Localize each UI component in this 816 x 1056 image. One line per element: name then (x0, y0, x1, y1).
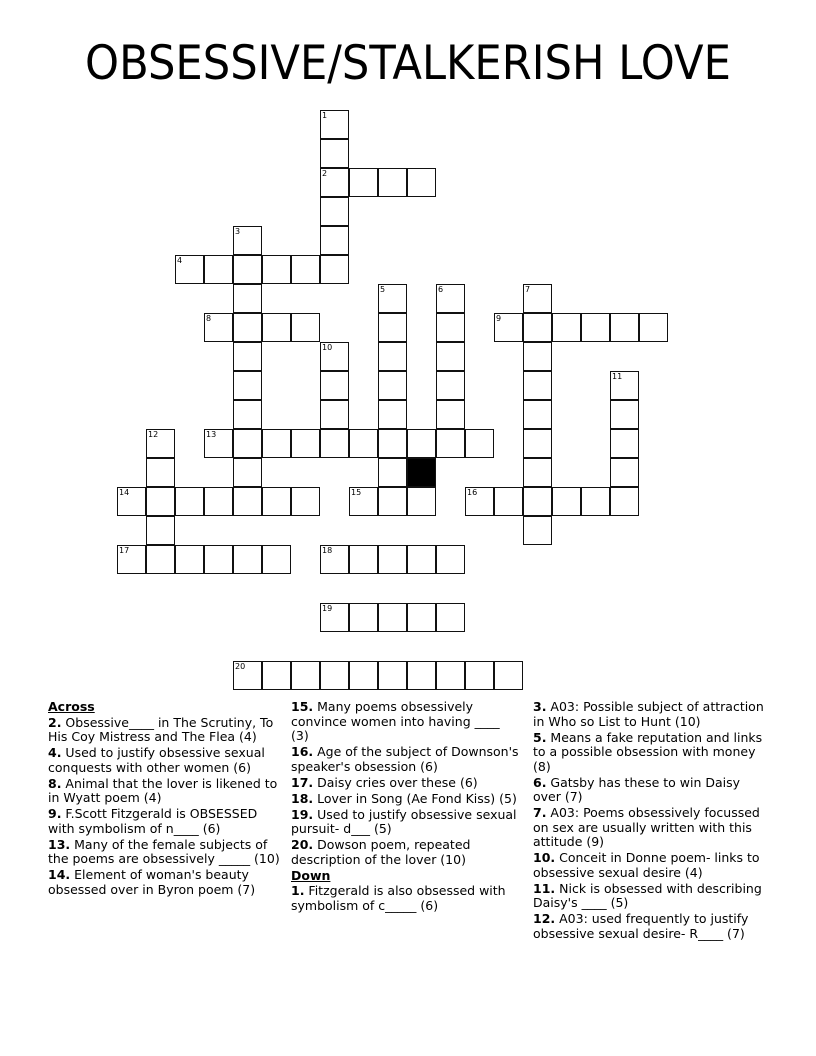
clue (533, 806, 765, 850)
grid-cell[interactable] (233, 487, 262, 516)
grid-cell[interactable] (436, 313, 465, 342)
grid-cell[interactable] (378, 603, 407, 632)
grid-cell[interactable] (610, 371, 639, 400)
clue-number: 7 (525, 285, 531, 294)
grid-cell[interactable] (378, 429, 407, 458)
grid-cell[interactable] (204, 255, 233, 284)
grid-cell[interactable] (204, 487, 233, 516)
grid-cell[interactable] (291, 255, 320, 284)
grid-cell[interactable] (610, 400, 639, 429)
grid-cell[interactable] (233, 429, 262, 458)
clue-number-label: 9. (48, 806, 62, 821)
grid-cell[interactable] (436, 371, 465, 400)
clue (291, 808, 521, 837)
grid-cell[interactable] (523, 429, 552, 458)
grid-cell[interactable] (523, 371, 552, 400)
clue (291, 838, 521, 867)
grid-cell[interactable] (552, 313, 581, 342)
grid-cell[interactable] (407, 661, 436, 690)
grid-cell[interactable] (349, 545, 378, 574)
grid-cell[interactable] (320, 197, 349, 226)
across-clue-list (48, 716, 283, 898)
clue-number-label: 4. (48, 745, 62, 760)
clue-number: 12 (148, 430, 159, 439)
grid-cell[interactable] (146, 487, 175, 516)
clue-text: Used to justify obsessive sexual conquests with other women (6) (48, 745, 265, 775)
grid-cell[interactable] (436, 429, 465, 458)
grid-cell[interactable] (465, 487, 494, 516)
grid-cell[interactable] (523, 284, 552, 313)
grid-cell[interactable] (407, 429, 436, 458)
clue-number: 9 (496, 314, 502, 323)
grid-cell[interactable] (436, 400, 465, 429)
grid-cell[interactable] (146, 429, 175, 458)
grid-cell[interactable] (233, 458, 262, 487)
grid-cell[interactable] (320, 139, 349, 168)
grid-cell[interactable] (639, 313, 668, 342)
clue-number-label: 19. (291, 806, 314, 822)
clue-text: Daisy cries over these (6) (313, 774, 478, 790)
grid-cell[interactable] (320, 371, 349, 400)
down-clue-list (291, 884, 521, 913)
grid-cell[interactable] (523, 400, 552, 429)
clue-number: 20 (235, 662, 246, 671)
clue-text: Age of the subject of Downson's speaker's obsession (6) (291, 744, 519, 774)
clue-text: Element of woman's beauty obsessed over in Byron poem (7) (48, 867, 256, 897)
grid-cell[interactable] (378, 284, 407, 313)
grid-cell[interactable] (494, 487, 523, 516)
grid-cell[interactable] (552, 487, 581, 516)
grid-cell[interactable] (465, 429, 494, 458)
grid-cell[interactable] (175, 545, 204, 574)
clue (48, 807, 283, 836)
grid-cell[interactable] (349, 487, 378, 516)
grid-cell[interactable] (262, 313, 291, 342)
grid-cell[interactable] (378, 661, 407, 690)
grid-cell[interactable] (523, 313, 552, 342)
clue-number: 8 (206, 314, 212, 323)
grid-cell[interactable] (146, 458, 175, 487)
clue-text: Obsessive____ in The Scrutiny, To His Coy Mistress and The Flea (4) (48, 714, 274, 744)
clue-number: 4 (177, 256, 183, 265)
grid-cell[interactable] (436, 661, 465, 690)
clue-number-label: 18. (291, 790, 314, 806)
grid-cell[interactable] (233, 661, 262, 690)
clue-number-label: 20. (291, 837, 314, 852)
grid-cell[interactable] (233, 371, 262, 400)
clue-text: Animal that the lover is likened to in Wyatt poem (4) (48, 775, 278, 805)
grid-cell[interactable] (349, 661, 378, 690)
grid-cell[interactable] (610, 458, 639, 487)
grid-cell[interactable] (233, 284, 262, 313)
grid-cell[interactable] (378, 487, 407, 516)
clue-number-label: 8. (48, 775, 62, 791)
clue (533, 776, 765, 805)
grid-cell[interactable] (262, 487, 291, 516)
grid-cell[interactable] (407, 168, 436, 197)
clue-number: 3 (235, 227, 241, 236)
clue-text: Dowson poem, repeated description of the lover (10) (291, 837, 471, 867)
grid-cell[interactable] (320, 110, 349, 139)
grid-cell[interactable] (523, 516, 552, 545)
clue (533, 851, 765, 880)
clue-text: Fitzgerald is also obsessed with symbolism of c_____ (6) (291, 883, 506, 913)
clue-text: Gatsby has these to win Daisy over (7) (533, 774, 741, 804)
clue (533, 700, 765, 729)
grid-cell[interactable] (262, 429, 291, 458)
down-heading: Down (291, 867, 331, 883)
grid-cell[interactable] (320, 400, 349, 429)
grid-cell[interactable] (320, 255, 349, 284)
clue-number-label: 12. (533, 911, 556, 926)
grid-cell[interactable] (233, 342, 262, 371)
clue-number-label: 7. (533, 805, 547, 820)
grid-cell[interactable] (349, 603, 378, 632)
grid-cell[interactable] (204, 429, 233, 458)
clue-text: A03: Poems obsessively focussed on sex are usually written with this attitude (9) (533, 805, 760, 849)
grid-cell[interactable] (320, 545, 349, 574)
clue-number: 17 (119, 546, 130, 555)
grid-cell[interactable] (233, 545, 262, 574)
grid-cell[interactable] (378, 168, 407, 197)
grid-cell[interactable] (378, 371, 407, 400)
grid-cell[interactable] (378, 545, 407, 574)
grid-cell[interactable] (233, 226, 262, 255)
clue (291, 776, 521, 791)
grid-cell[interactable] (320, 661, 349, 690)
grid-cell[interactable] (320, 226, 349, 255)
grid-cell[interactable] (291, 487, 320, 516)
page-title: OBSESSIVE/STALKERISH LOVE (85, 36, 731, 91)
clue-number-label: 15. (291, 699, 314, 714)
across-clue-list-continued (291, 700, 521, 867)
grid-cell[interactable] (494, 313, 523, 342)
grid-cell[interactable] (407, 603, 436, 632)
grid-cell[interactable] (175, 487, 204, 516)
clue-text: F.Scott Fitzgerald is OBSESSED with symbolism of n____ (6) (48, 806, 258, 836)
clue (48, 868, 283, 897)
clues-column-2 (291, 700, 521, 915)
clue-number-label: 10. (533, 850, 556, 865)
clue-number-label: 6. (533, 774, 547, 790)
clue (48, 777, 283, 806)
grid-cell[interactable] (378, 458, 407, 487)
clue-number: 2 (322, 169, 328, 178)
clues-column-1 (48, 700, 283, 899)
down-clue-list-continued (533, 700, 765, 941)
grid-cell[interactable] (204, 313, 233, 342)
grid-cell[interactable] (436, 284, 465, 313)
clue-number-label: 13. (48, 836, 71, 852)
clue (291, 792, 521, 807)
clue-text: Nick is obsessed with describing Daisy's ____ (5) (533, 880, 762, 910)
grid-cell[interactable] (146, 545, 175, 574)
clue-text: A03: Possible subject of attraction in Who so List to Hunt (10) (533, 699, 764, 729)
grid-cell[interactable] (349, 168, 378, 197)
clue (533, 882, 765, 911)
clue-number-label: 1. (291, 883, 305, 898)
grid-cell[interactable] (494, 661, 523, 690)
grid-cell[interactable] (407, 545, 436, 574)
black-square (407, 458, 436, 487)
clue-number: 1 (322, 111, 328, 120)
grid-cell[interactable] (378, 400, 407, 429)
grid-cell[interactable] (291, 313, 320, 342)
clue-text: Used to justify obsessive sexual pursuit- d___ (5) (291, 806, 517, 836)
grid-cell[interactable] (262, 661, 291, 690)
grid-cell[interactable] (523, 342, 552, 371)
grid-cell[interactable] (523, 487, 552, 516)
clue-number: 13 (206, 430, 217, 439)
grid-cell[interactable] (610, 313, 639, 342)
clue-number: 15 (351, 488, 362, 497)
grid-cell[interactable] (320, 168, 349, 197)
clue-number-label: 17. (291, 774, 314, 790)
clue-number: 11 (612, 372, 623, 381)
grid-cell[interactable] (146, 516, 175, 545)
clue-text: Lover in Song (Ae Fond Kiss) (5) (313, 790, 517, 806)
grid-cell[interactable] (581, 313, 610, 342)
grid-cell[interactable] (436, 603, 465, 632)
clues-column-3 (533, 700, 765, 943)
grid-cell[interactable] (175, 255, 204, 284)
clue (48, 746, 283, 775)
clue (48, 716, 283, 745)
clue-number: 10 (322, 343, 333, 352)
clue-text: Means a fake reputation and links to a possible obsession with money (8) (533, 729, 763, 774)
clue-number-label: 5. (533, 729, 547, 745)
grid-cell[interactable] (262, 545, 291, 574)
grid-cell[interactable] (407, 487, 436, 516)
clue-number-label: 11. (533, 880, 556, 896)
clue-number: 14 (119, 488, 130, 497)
clue-text: Many poems obsessively convince women into having ____ (3) (291, 699, 500, 743)
grid-cell[interactable] (291, 661, 320, 690)
grid-cell[interactable] (117, 487, 146, 516)
grid-cell[interactable] (610, 429, 639, 458)
grid-cell[interactable] (581, 487, 610, 516)
grid-cell[interactable] (320, 342, 349, 371)
grid-cell[interactable] (436, 342, 465, 371)
clue (291, 700, 521, 744)
grid-cell[interactable] (378, 342, 407, 371)
grid-cell[interactable] (378, 313, 407, 342)
grid-cell[interactable] (320, 603, 349, 632)
clue-number-label: 16. (291, 744, 314, 759)
clue-number-label: 2. (48, 714, 62, 730)
clue (291, 745, 521, 774)
grid-cell[interactable] (117, 545, 146, 574)
grid-cell[interactable] (291, 429, 320, 458)
clue-number: 18 (322, 546, 333, 555)
grid-cell[interactable] (233, 400, 262, 429)
grid-cell[interactable] (262, 255, 291, 284)
clue-number: 6 (438, 285, 444, 294)
grid-cell[interactable] (349, 429, 378, 458)
clue (533, 731, 765, 775)
grid-cell[interactable] (610, 487, 639, 516)
clue (48, 838, 283, 867)
clue-number-label: 3. (533, 699, 547, 714)
clue (533, 912, 765, 941)
clue (291, 884, 521, 913)
grid-cell[interactable] (523, 458, 552, 487)
clue-text: A03: used frequently to justify obsessive sexual desire- R____ (7) (533, 911, 749, 941)
clue-number: 19 (322, 604, 333, 613)
clue-text: Conceit in Donne poem- links to obsessive sexual desire (4) (533, 850, 760, 880)
clue-number: 5 (380, 285, 386, 294)
grid-cell[interactable] (204, 545, 233, 574)
grid-cell[interactable] (320, 429, 349, 458)
clue-text: Many of the female subjects of the poems are obsessively _____ (10) (48, 836, 280, 866)
clue-number-label: 14. (48, 867, 71, 882)
grid-cell[interactable] (436, 545, 465, 574)
grid-cell[interactable] (233, 255, 262, 284)
across-heading: Across (48, 699, 95, 714)
clue-number: 16 (467, 488, 478, 497)
grid-cell[interactable] (233, 313, 262, 342)
grid-cell[interactable] (465, 661, 494, 690)
